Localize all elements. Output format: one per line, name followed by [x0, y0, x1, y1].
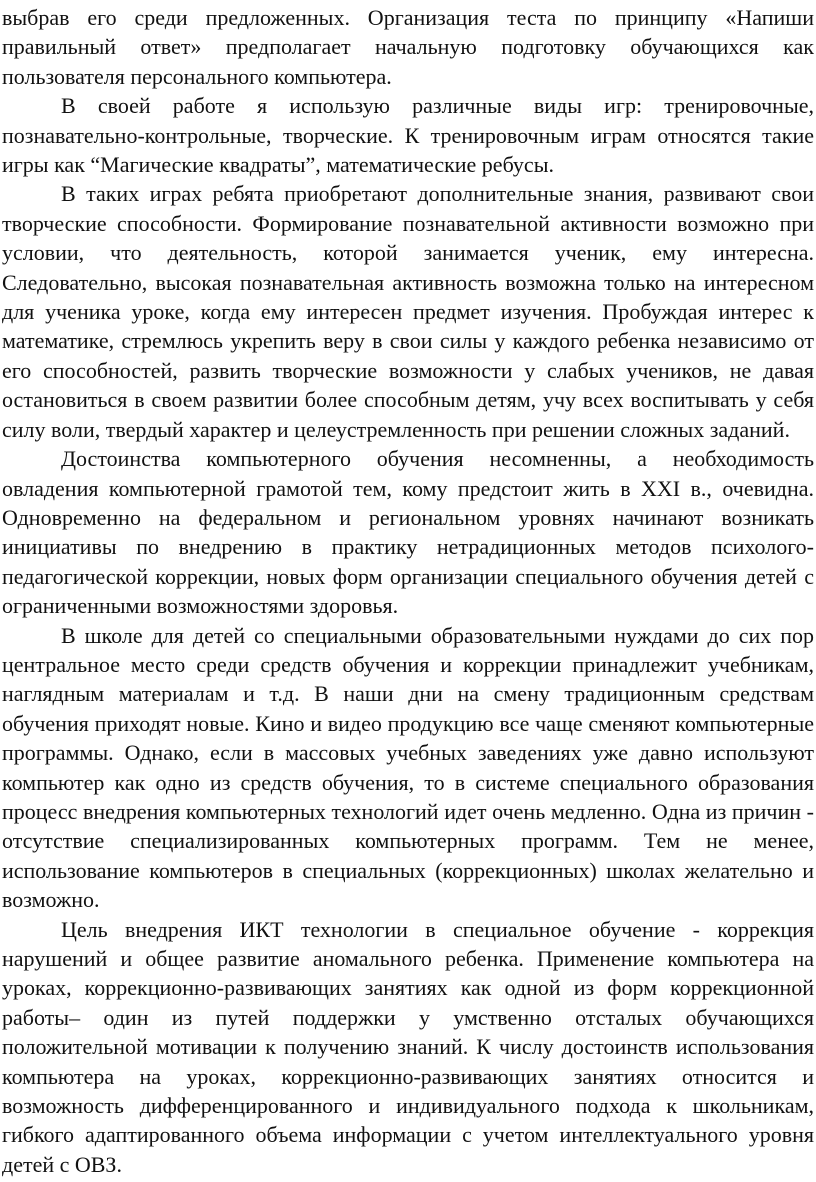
paragraph-special-education-tools: В школе для детей со специальными образовательными нуждами до сих пор центральное место среди средств обучения и коррекции принадлежит учебникам, наглядным материалам и т.д. В наши дни на смену традиционным средствам обучения приходят новые. Кино и видео продукцию все чаще сменяют компьютерные программы. Однако, если в массовых учебных заведениях уже давно используют компьютер как одно из средств обучения, то в системе специального образования процесс внедрения компьютерных технологий идет очень медленно. Одна из причин - отсутствие специализированных компьютерных программ. Тем не менее, использование компьютеров в специальных (коррекционных) школах желательно и возможно.: [2, 622, 814, 913]
paragraph-cognitive-activity: В таких играх ребята приобретают дополнительные знания, развивают свои творческие способности. Формирование познавательной активности возможно при условии, что деятельность, которой занимается ученик, ему интересна. Следовательно, высокая познавательная активность возможна только на интересном для ученика уроке, когда ему интересен предмет изучения. Пробуждая интерес к математике, стремлюсь укрепить веру в свои силы у каждого ребенка независимо от его способностей, развить творческие возможности у слабых учеников, не давая остановиться в своем развитии более способным детям, учу всех воспитывать у себя силу воли, твердый характер и целеустремленность при решении сложных заданий.: [2, 181, 814, 442]
paragraph-game-types: В своей работе я использую различные виды игр: тренировочные, познавательно-контрольные, творческие. К тренировочным играм относятся такие игры как “Магические квадраты”, математические ребусы.: [2, 93, 814, 178]
paragraph-ict-goal: Цель внедрения ИКТ технологии в специальное обучение - коррекция нарушений и общее развитие аномального ребенка. Применение компьютера на уроках, коррекционно-развивающих занятиях как одной из форм коррекционной работы– один из путей поддержки у умственно отсталых обучающихся положительной мотивации к получению знаний. К числу достоинств использования компьютера на уроках, коррекционно-развивающих занятиях относится и возможность дифференцированного и индивидуального подхода к школьникам, гибкого адаптированного объема информации с учетом интеллектуального уровня детей с ОВЗ.: [2, 916, 814, 1177]
paragraph-computer-learning-advantages: Достоинства компьютерного обучения несомненны, а необходимость овладения компьютерной грамотой тем, кому предстоит жить в XXI в., очевидна. Одновременно на федеральном и региональном уровнях начинают возникать инициативы по внедрению в практику нетрадиционных методов психолого-педагогической коррекции, новых форм организации специального обучения детей с ограниченными возможностями здоровья.: [2, 446, 814, 619]
paragraph-continuation: выбрав его среди предложенных. Организация теста по принципу «Напиши правильный ответ» предполагает начальную подготовку обучающихся как пользователя персонального компьютера.: [2, 5, 814, 89]
